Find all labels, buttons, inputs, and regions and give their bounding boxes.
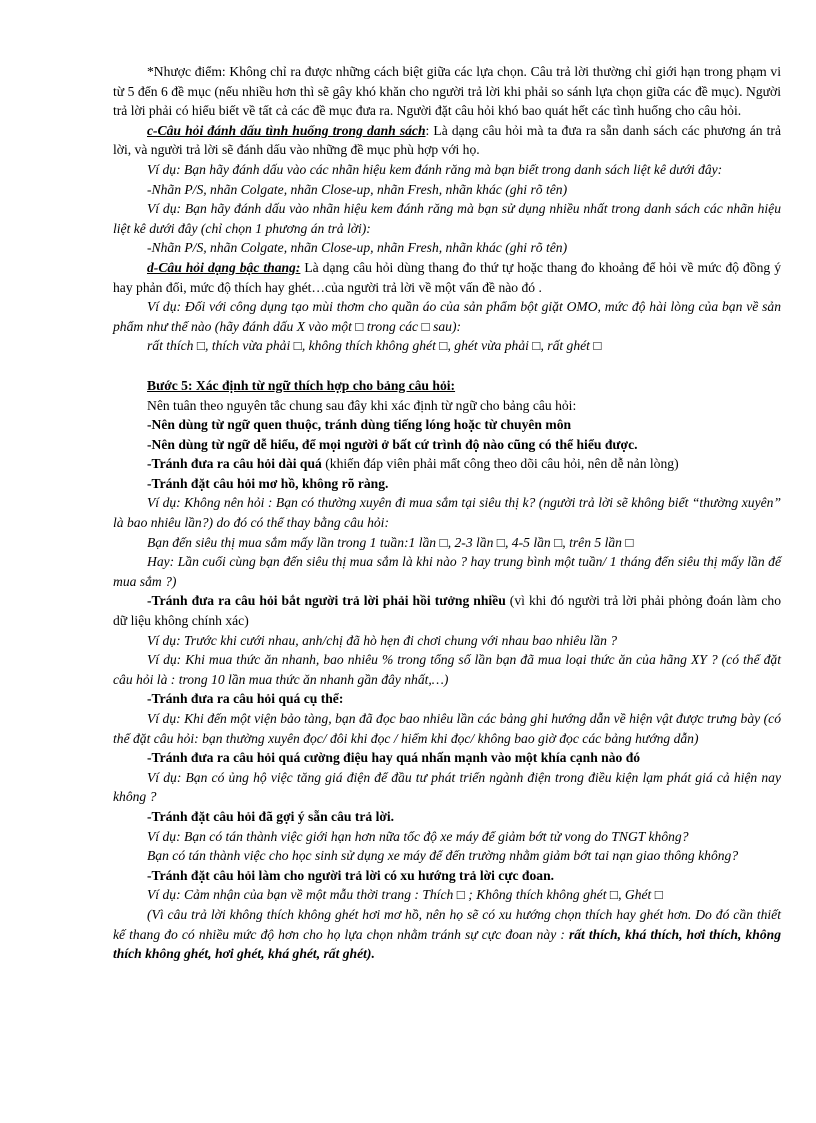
section-c-heading: c-Câu hỏi đánh dấu tình huống trong danh sách	[147, 122, 426, 138]
section-d-example: Ví dụ: Đối với công dụng tạo mùi thơm cho quần áo của sản phẩm bột giặt OMO, mức độ hài lòng của bạn về sản phẩm như thế nào (hãy đánh dấu X vào một □ trong các □ sau):	[113, 299, 781, 334]
section-c-example-1: Ví dụ: Bạn hãy đánh dấu vào các nhãn hiệu kem đánh răng mà bạn biết trong danh sách liệt kê dưới đây:	[147, 161, 723, 177]
rule-6: -Tránh đưa ra câu hỏi quá cụ thể:	[147, 691, 344, 707]
rule-5	[113, 591, 781, 630]
rule-6-example: Ví dụ: Khi đến một viện bảo tàng, bạn đã đọc bao nhiêu lần các bảng ghi hướng dẫn về hiện vật được trưng bày (có thể đặt câu hỏi: bạn thường xuyên đọc/ đôi khi đọc / hiếm khi đọc/ không bao giờ đọc các bảng hướng dẫn)	[113, 711, 781, 746]
rule-4-example: Ví dụ: Không nên hỏi : Bạn có thường xuyên đi mua sắm tại siêu thị k? (người trả lời sẽ không biết “thường xuyên” là bao nhiêu lần?) do đó có thể thay bằng câu hỏi:	[113, 495, 781, 531]
rule-9: -Tránh đặt câu hỏi làm cho người trả lời có xu hướng trả lời cực đoan.	[147, 867, 555, 883]
rule-2: -Nên dùng từ ngữ dễ hiểu, để mọi người ở bất cứ trình độ nào cũng có thể hiểu được.	[147, 436, 638, 452]
rule-4: -Tránh đặt câu hỏi mơ hồ, không rõ ràng.	[147, 475, 389, 491]
section-c-paragraph	[113, 121, 781, 160]
rule-5-example-2: Ví dụ: Khi mua thức ăn nhanh, bao nhiêu % trong tổng số lần bạn đã mua loại thức ăn của hãng XY ? (có thể đặt câu hỏi là : trong 10 lần mua thức ăn nhanh gần đây nhất,…)	[113, 652, 781, 687]
disadvantage-paragraph: *Nhược điểm: Không chỉ ra được những cách biệt giữa các lựa chọn. Câu trả lời thường chỉ giới hạn trong phạm vi từ 5 đến 6 đề mục (nếu nhiều hơn thì sẽ gây khó khăn cho người trả lời khi phải so sánh lựa chọn giữa các đề mục). Người trả lời phải có hiểu biết về tất cả các đề mục đưa ra. Người đặt câu hỏi khó bao quát hết các tình huống cho câu hỏi.	[113, 64, 781, 119]
rule-8-example-1: Ví dụ: Bạn có tán thành việc giới hạn hơn nữa tốc độ xe máy để giảm bớt tử vong do TNGT không?	[147, 828, 689, 844]
rule-5-note: (vì khi đó người trả lời phải phỏng đoán làm cho dữ liệu không chính xác)	[113, 593, 781, 629]
rule-7-example: Ví dụ: Bạn có ủng hộ việc tăng giá điện để đầu tư phát triển ngành điện trong điều kiện lạm phát giá cả hiện nay không ?	[113, 769, 781, 805]
spacer	[113, 356, 781, 376]
rule-4-example-3: Hay: Lần cuối cùng bạn đến siêu thị mua sắm là khi nào ? hay trung bình một tuần/ 1 tháng đến siêu thị mấy lần để mua sắm ?)	[113, 554, 781, 589]
section-c-example-1-list: -Nhãn P/S, nhãn Colgate, nhãn Close-up, nhãn Fresh, nhãn khác (ghi rõ tên)	[147, 181, 568, 197]
rule-9-note	[113, 905, 781, 964]
section-d-scale: rất thích □, thích vừa phải □, không thích không ghét □, ghét vừa phải □, rất ghét □	[147, 338, 602, 354]
rule-3-bold: -Tránh đưa ra câu hỏi dài quá	[147, 456, 322, 472]
step5-intro: Nên tuân theo nguyên tắc chung sau đây khi xác định từ ngữ cho bảng câu hỏi:	[147, 397, 577, 413]
rule-5-example-1: Ví dụ: Trước khi cưới nhau, anh/chị đã hò hẹn đi chơi chung với nhau bao nhiêu lần ?	[147, 632, 618, 648]
rule-3-note: (khiến đáp viên phải mất công theo dõi câu hỏi, nên dễ nản lòng)	[321, 456, 679, 472]
rule-8-example-2: Bạn có tán thành việc cho học sinh sử dụng xe máy để đến trường nhằm giảm bớt tai nạn giao thông không?	[147, 848, 739, 864]
section-d-heading: d-Câu hỏi dạng bậc thang:	[147, 259, 301, 275]
rule-4-example-2: Bạn đến siêu thị mua sắm mấy lần trong 1 tuần:1 lần □, 2-3 lần □, 4-5 lần □, trên 5 lần □	[147, 534, 634, 550]
section-c-example-2-list: -Nhãn P/S, nhãn Colgate, nhãn Close-up, nhãn Fresh, nhãn khác (ghi rõ tên)	[147, 240, 568, 256]
section-d-body: Là dạng câu hỏi dùng thang đo thứ tự hoặc thang đo khoảng để hỏi về mức độ đồng ý hay phản đối, mức độ thích hay ghét…của người trả lời về một vấn đề nào đó .	[113, 259, 782, 295]
rule-9-note-scale: rất thích, khá thích, hơi thích, không thích không ghét, hơi ghét, khá ghét, rất ghét).	[113, 926, 781, 962]
rule-9-note-text: (Vì câu trả lời không thích không ghét hơi mơ hồ, nên họ sẽ có xu hướng chọn thích hay ghét hơn. Do đó cần thiết kế thang đo có nhiều mức độ hơn cho họ lựa chọn nhằm tránh sự cực đoan này :	[113, 906, 781, 942]
rule-1: -Nên dùng từ ngữ quen thuộc, tránh dùng tiếng lóng hoặc từ chuyên môn	[147, 417, 572, 433]
rule-9-example: Ví dụ: Cảm nhận của bạn về một mẫu thời trang : Thích □ ; Không thích không ghét □, Ghét □	[147, 887, 663, 903]
step5-title: Bước 5: Xác định từ ngữ thích hợp cho bảng câu hỏi:	[147, 377, 456, 393]
rule-3	[113, 454, 781, 474]
rule-8: -Tránh đặt câu hỏi đã gợi ý sẵn câu trả lời.	[147, 808, 395, 824]
rule-5-bold: -Tránh đưa ra câu hỏi bắt người trả lời phải hồi tưởng nhiều	[147, 593, 506, 609]
section-d-paragraph	[113, 258, 781, 297]
section-c-body: : Là dạng câu hỏi mà ta đưa ra sẵn danh sách các phương án trả lời, và người trả lời sẽ đánh dấu vào những đề mục phù hợp với họ.	[113, 122, 781, 158]
document-page	[113, 62, 781, 964]
rule-7: -Tránh đưa ra câu hỏi quá cường điệu hay quá nhấn mạnh vào một khía cạnh nào đó	[147, 750, 641, 766]
section-c-example-2: Ví dụ: Bạn hãy đánh dấu vào nhãn hiệu kem đánh răng mà bạn sử dụng nhiều nhất trong danh sách các nhãn hiệu liệt kê dưới đây (chỉ chọn 1 phương án trả lời):	[113, 201, 781, 236]
